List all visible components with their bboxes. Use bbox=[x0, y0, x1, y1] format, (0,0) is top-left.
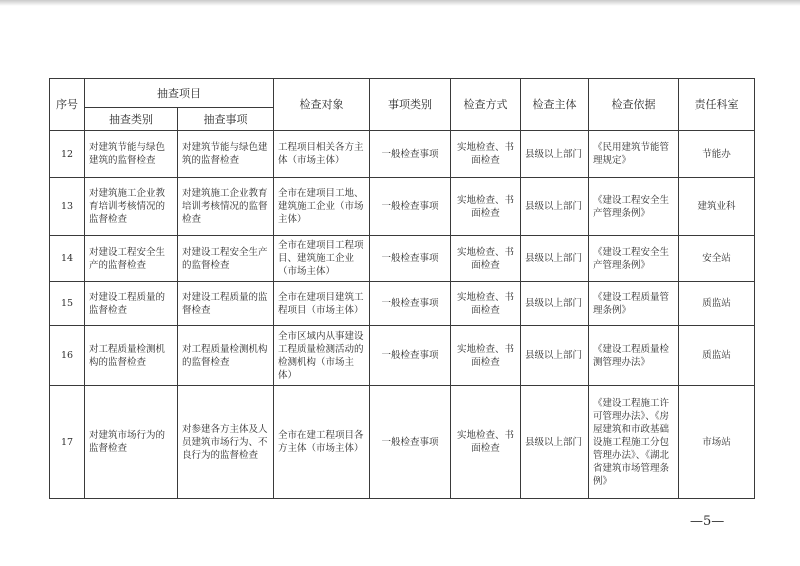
row-target: 全市区域内从事建设工程质量检测活动的检测机构（市场主体） bbox=[274, 326, 370, 386]
header-office: 责任科室 bbox=[679, 79, 755, 131]
row-basis: 《建设工程质量检测管理办法》 bbox=[589, 326, 679, 386]
row-basis: 《建设工程施工许可管理办法》、《房屋建筑和市政基础设施工程施工分包管理办法》、《湖北省建筑市场管理条例》 bbox=[589, 386, 679, 499]
row-target: 全市在建项目工程项目、建筑施工企业（市场主体） bbox=[274, 236, 370, 282]
row-subject: 县级以上部门 bbox=[521, 282, 589, 326]
table-row bbox=[50, 386, 755, 499]
row-office: 节能办 bbox=[679, 131, 755, 178]
header-category: 抽查类别 bbox=[85, 108, 178, 131]
row-type: 一般检查事项 bbox=[370, 131, 451, 178]
row-target: 工程项目相关各方主体（市场主体） bbox=[274, 131, 370, 178]
table-row bbox=[50, 178, 755, 236]
row-category: 对建设工程安全生产的监督检查 bbox=[85, 236, 178, 282]
row-type: 一般检查事项 bbox=[370, 282, 451, 326]
row-item: 对建筑节能与绿色建筑的监督检查 bbox=[178, 131, 274, 178]
row-seq: 16 bbox=[50, 326, 85, 386]
row-seq: 13 bbox=[50, 178, 85, 236]
header-target: 检查对象 bbox=[274, 79, 370, 131]
row-method: 实地检查、书面检查 bbox=[451, 236, 521, 282]
row-item: 对建筑施工企业教育培训考核情况的监督检查 bbox=[178, 178, 274, 236]
table-row bbox=[50, 326, 755, 386]
row-office: 建筑业科 bbox=[679, 178, 755, 236]
page-top-edge bbox=[0, 0, 800, 6]
row-type: 一般检查事项 bbox=[370, 236, 451, 282]
row-seq: 17 bbox=[50, 386, 85, 499]
row-type: 一般检查事项 bbox=[370, 178, 451, 236]
header-method: 检查方式 bbox=[451, 79, 521, 131]
row-subject: 县级以上部门 bbox=[521, 236, 589, 282]
row-basis: 《建设工程质量管理条例》 bbox=[589, 282, 679, 326]
row-basis: 《建设工程安全生产管理条例》 bbox=[589, 178, 679, 236]
header-basis: 检查依据 bbox=[589, 79, 679, 131]
header-subject: 检查主体 bbox=[521, 79, 589, 131]
row-item: 对工程质量检测机构的监督检查 bbox=[178, 326, 274, 386]
row-office: 市场站 bbox=[679, 386, 755, 499]
row-category: 对建筑节能与绿色建筑的监督检查 bbox=[85, 131, 178, 178]
row-category: 对工程质量检测机构的监督检查 bbox=[85, 326, 178, 386]
row-method: 实地检查、书面检查 bbox=[451, 282, 521, 326]
header-project: 抽查项目 bbox=[85, 79, 274, 108]
row-method: 实地检查、书面检查 bbox=[451, 131, 521, 178]
header-type: 事项类别 bbox=[370, 79, 451, 131]
header-seq: 序号 bbox=[50, 79, 85, 131]
table-row bbox=[50, 282, 755, 326]
table-row bbox=[50, 236, 755, 282]
row-seq: 14 bbox=[50, 236, 85, 282]
row-subject: 县级以上部门 bbox=[521, 131, 589, 178]
row-item: 对参建各方主体及人员建筑市场行为、不良行为的监督检查 bbox=[178, 386, 274, 499]
row-basis: 《建设工程安全生产管理条例》 bbox=[589, 236, 679, 282]
row-basis: 《民用建筑节能管理规定》 bbox=[589, 131, 679, 178]
inspection-table bbox=[49, 78, 755, 499]
row-office: 质监站 bbox=[679, 282, 755, 326]
page-number: —5— bbox=[690, 514, 725, 529]
row-office: 安全站 bbox=[679, 236, 755, 282]
row-seq: 15 bbox=[50, 282, 85, 326]
row-seq: 12 bbox=[50, 131, 85, 178]
row-method: 实地检查、书面检查 bbox=[451, 326, 521, 386]
row-target: 全市在建项目工地、建筑施工企业（市场主体） bbox=[274, 178, 370, 236]
row-item: 对建设工程安全生产的监督检查 bbox=[178, 236, 274, 282]
row-method: 实地检查、书面检查 bbox=[451, 386, 521, 499]
row-category: 对建筑市场行为的监督检查 bbox=[85, 386, 178, 499]
header-item: 抽查事项 bbox=[178, 108, 274, 131]
row-item: 对建设工程质量的监督检查 bbox=[178, 282, 274, 326]
row-category: 对建设工程质量的监督检查 bbox=[85, 282, 178, 326]
row-target: 全市在建项目建筑工程项目（市场主体） bbox=[274, 282, 370, 326]
row-subject: 县级以上部门 bbox=[521, 178, 589, 236]
row-target: 全市在建工程项目各方主体（市场主体） bbox=[274, 386, 370, 499]
table-row bbox=[50, 131, 755, 178]
row-category: 对建筑施工企业教育培训考核情况的监督检查 bbox=[85, 178, 178, 236]
row-subject: 县级以上部门 bbox=[521, 326, 589, 386]
row-method: 实地检查、书面检查 bbox=[451, 178, 521, 236]
row-type: 一般检查事项 bbox=[370, 386, 451, 499]
row-subject: 县级以上部门 bbox=[521, 386, 589, 499]
row-type: 一般检查事项 bbox=[370, 326, 451, 386]
row-office: 质监站 bbox=[679, 326, 755, 386]
